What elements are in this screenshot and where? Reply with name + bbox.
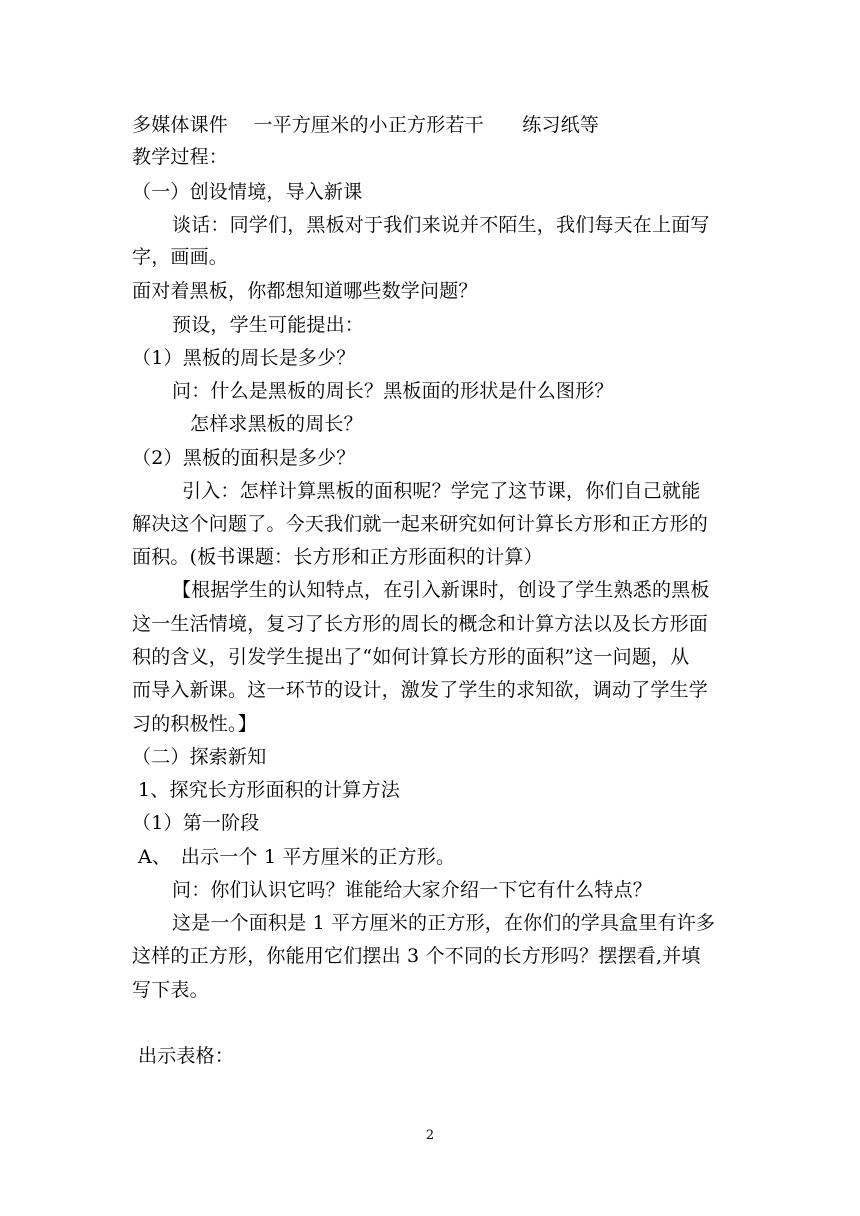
paragraph-line: 出示表格：: [138, 1045, 235, 1067]
list-item: （1）第一阶段: [132, 812, 260, 834]
paragraph-line: 写下表。: [132, 979, 209, 1001]
paragraph-line: 面积。(板书课题：长方形和正方形面积的计算）: [132, 546, 543, 568]
paragraph-line: 引入：怎样计算黑板的面积呢？学完了这节课，你们自己就能: [182, 480, 701, 502]
materials-line: 多媒体课件 一平方厘米的小正方形若干 练习纸等: [132, 114, 600, 136]
paragraph-line: 字，画画。: [132, 246, 229, 268]
section-heading: （二）探索新知: [132, 746, 267, 768]
paragraph-line: 面对着黑板，你都想知道哪些数学问题？: [132, 280, 478, 302]
paragraph-line: 谈话：同学们，黑板对于我们来说并不陌生，我们每天在上面写: [172, 214, 710, 236]
section-heading: （一）创设情境，导入新课: [132, 181, 363, 203]
commentary-line: 积的含义，引发学生提出了“如何计算长方形的面积”这一问题，从: [132, 646, 690, 668]
paragraph-line: 解决这个问题了。今天我们就一起来研究如何计算长方形和正方形的: [132, 513, 709, 535]
section-heading: 教学过程：: [132, 146, 229, 168]
list-item: （1）黑板的周长是多少？: [132, 347, 356, 369]
paragraph-line: 预设，学生可能提出：: [172, 314, 365, 336]
paragraph-line: 这是一个面积是 1 平方厘米的正方形，在你们的学具盒里有许多: [172, 912, 716, 934]
commentary-line: 【根据学生的认知特点，在引入新课时，创设了学生熟悉的黑板: [172, 579, 710, 601]
commentary-line: 而导入新课。这一环节的设计，激发了学生的求知欲，调动了学生学: [132, 679, 709, 701]
paragraph-line: 怎样求黑板的周长？: [190, 413, 363, 435]
paragraph-line: 问：你们认识它吗？谁能给大家介绍一下它有什么特点？: [172, 879, 653, 901]
commentary-line: 习的积极性。】: [132, 713, 257, 735]
page-number: 2: [425, 1128, 435, 1143]
paragraph-line: 这样的正方形，你能用它们摆出 3 个不同的长方形吗？摆摆看,并填: [132, 945, 701, 967]
list-item: A、 出示一个 1 平方厘米的正方形。: [138, 846, 456, 868]
commentary-line: 这一生活情境，复习了长方形的周长的概念和计算方法以及长方形面: [132, 613, 709, 635]
list-item: （2）黑板的面积是多少？: [132, 447, 356, 469]
paragraph-line: 问：什么是黑板的周长？黑板面的形状是什么图形？: [172, 380, 614, 402]
subsection-heading: 1、探究长方形面积的计算方法: [138, 779, 400, 801]
